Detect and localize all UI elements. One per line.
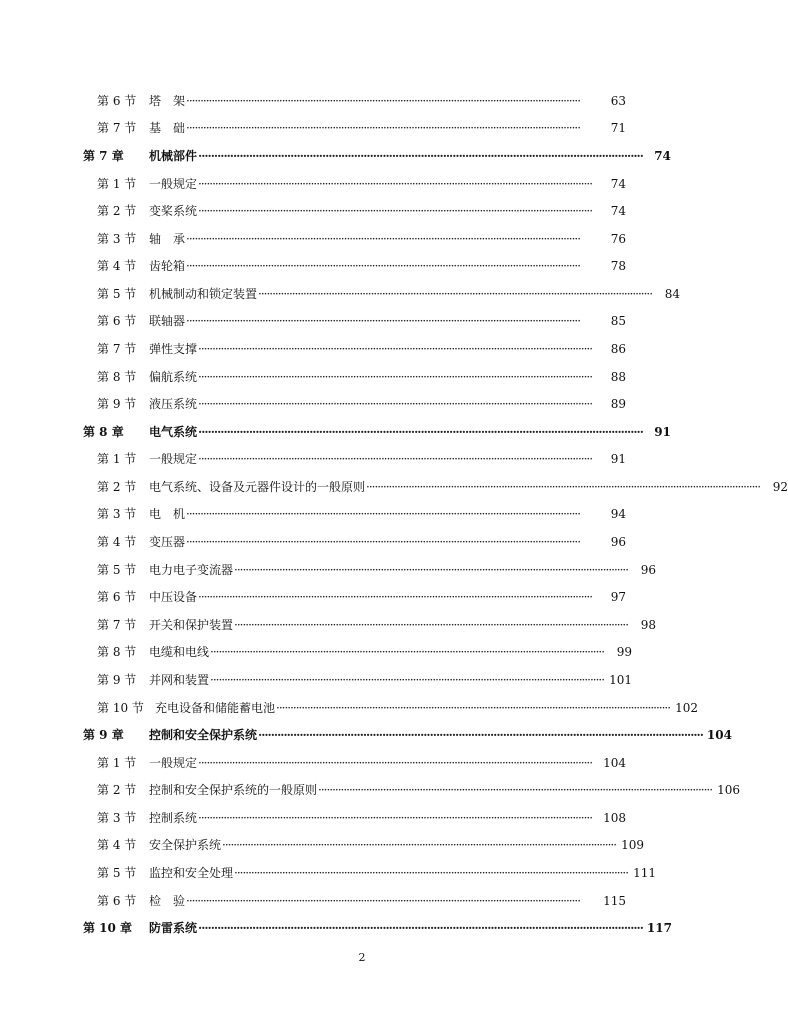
toc-entry-number: 第 5 节 bbox=[97, 562, 137, 577]
toc-entry-title: 开关和保护装置 bbox=[149, 617, 234, 632]
toc-entry-page: 85 bbox=[610, 314, 626, 329]
dot-leader: ············································································································································ bbox=[198, 369, 593, 384]
toc-entry-number: 第 6 节 bbox=[97, 314, 137, 329]
toc-section-entry[interactable] bbox=[0, 528, 724, 556]
toc-entry-page: 78 bbox=[610, 259, 626, 274]
toc-entry-title: 弹性支撑 bbox=[149, 341, 198, 356]
dot-leader: ············································································································································ bbox=[318, 783, 713, 798]
toc-entry-number: 第 1 节 bbox=[97, 176, 137, 191]
toc-entry-title: 电 机 bbox=[149, 507, 186, 522]
toc-entry-title: 联轴器 bbox=[149, 314, 186, 329]
toc-entry-page: 98 bbox=[640, 617, 657, 632]
toc-section-entry[interactable] bbox=[0, 832, 724, 860]
toc-entry-number: 第 4 节 bbox=[97, 838, 137, 853]
toc-entry-title: 一般规定 bbox=[149, 452, 198, 467]
toc-entry-number: 第 3 节 bbox=[97, 507, 137, 522]
toc-entry-page: 108 bbox=[603, 810, 626, 825]
toc-entry-page: 97 bbox=[610, 590, 626, 605]
toc-entry-title: 液压系统 bbox=[149, 397, 198, 412]
dot-leader: ············································································································································ bbox=[186, 507, 581, 522]
toc-entry-number: 第 6 节 bbox=[97, 590, 137, 605]
toc-entry-page: 106 bbox=[717, 783, 741, 798]
toc-entry-page: 96 bbox=[640, 562, 657, 577]
toc-entry-page: 96 bbox=[610, 535, 626, 550]
toc-entry-page: 88 bbox=[610, 369, 626, 384]
toc-entry-page: 117 bbox=[646, 921, 672, 936]
toc-entry-number: 第 2 节 bbox=[97, 783, 137, 798]
toc-entry-title: 变桨系统 bbox=[149, 204, 198, 219]
toc-entry-number: 第 2 节 bbox=[97, 479, 137, 494]
toc-entry-title: 轴 承 bbox=[149, 231, 186, 246]
toc-entry-title: 偏航系统 bbox=[149, 369, 198, 384]
toc-entry-title: 一般规定 bbox=[149, 755, 198, 770]
dot-leader: ············································································································································ bbox=[198, 590, 593, 605]
dot-leader: ············································································································································ bbox=[198, 341, 593, 356]
toc-section-entry[interactable] bbox=[0, 694, 724, 722]
toc-section-entry[interactable] bbox=[0, 390, 724, 418]
toc-section-entry[interactable] bbox=[0, 308, 724, 336]
toc-entry-title: 塔 架 bbox=[149, 93, 186, 108]
dot-leader: ············································································································································ bbox=[198, 204, 593, 219]
dot-leader: ············································································································································ bbox=[366, 479, 761, 494]
toc-entry-number: 第 4 节 bbox=[97, 259, 137, 274]
toc-entry-page: 89 bbox=[610, 397, 626, 412]
toc-section-entry[interactable] bbox=[0, 859, 724, 887]
dot-leader: ············································································································································ bbox=[186, 121, 581, 136]
toc-section-entry[interactable] bbox=[0, 583, 724, 611]
toc-entry-number: 第 3 节 bbox=[97, 810, 137, 825]
dot-leader: ············································································································································ bbox=[234, 865, 629, 880]
toc-section-entry[interactable] bbox=[0, 225, 724, 253]
toc-section-entry[interactable] bbox=[0, 611, 724, 639]
dot-leader: ············································································································································ bbox=[258, 728, 703, 743]
toc-chapter-entry[interactable] bbox=[0, 142, 724, 170]
toc-entry-page: 91 bbox=[610, 452, 626, 467]
toc-entry-title: 机械部件 bbox=[149, 148, 198, 163]
dot-leader: ············································································································································ bbox=[198, 176, 593, 191]
dot-leader: ············································································································································ bbox=[198, 452, 593, 467]
dot-leader: ············································································································································ bbox=[186, 893, 581, 908]
toc-section-entry[interactable] bbox=[0, 170, 724, 198]
toc-entry-number: 第 1 节 bbox=[97, 452, 137, 467]
dot-leader: ············································································································································ bbox=[234, 562, 629, 577]
toc-entry-number: 第 7 节 bbox=[97, 121, 137, 136]
toc-section-entry[interactable] bbox=[0, 252, 724, 280]
toc-entry-page: 71 bbox=[610, 121, 626, 136]
toc-entry-title: 检 验 bbox=[149, 893, 186, 908]
toc-section-entry[interactable] bbox=[0, 666, 724, 694]
dot-leader: ············································································································································ bbox=[198, 148, 643, 163]
toc-entry-page: 63 bbox=[610, 93, 626, 108]
toc-section-entry[interactable] bbox=[0, 115, 724, 143]
toc-section-entry[interactable] bbox=[0, 363, 724, 391]
toc-entry-page: 91 bbox=[654, 424, 671, 439]
toc-entry-page: 84 bbox=[664, 286, 681, 301]
toc-entry-title: 一般规定 bbox=[149, 176, 198, 191]
dot-leader: ············································································································································ bbox=[186, 231, 581, 246]
toc-entry-title: 变压器 bbox=[149, 535, 186, 550]
toc-section-entry[interactable] bbox=[0, 197, 724, 225]
toc-entry-number: 第 10 节 bbox=[97, 700, 144, 715]
toc-entry-page: 115 bbox=[603, 893, 626, 908]
toc-entry-title: 控制和安全保护系统的一般原则 bbox=[149, 783, 318, 798]
toc-entry-title: 中压设备 bbox=[149, 590, 198, 605]
toc-entry-number: 第 5 节 bbox=[97, 865, 137, 880]
toc-entry-page: 99 bbox=[616, 645, 633, 660]
toc-entry-title: 电缆和电线 bbox=[149, 645, 210, 660]
toc-entry-page: 74 bbox=[610, 176, 626, 191]
toc-entry-page: 74 bbox=[654, 148, 671, 163]
dot-leader: ············································································································································ bbox=[186, 314, 581, 329]
toc-entry-number: 第 5 节 bbox=[97, 286, 137, 301]
toc-entry-title: 电气系统 bbox=[149, 424, 198, 439]
toc-entry-title: 齿轮箱 bbox=[149, 259, 186, 274]
toc-entry-number: 第 6 节 bbox=[97, 93, 137, 108]
dot-leader: ············································································································································ bbox=[210, 672, 605, 687]
toc-section-entry[interactable] bbox=[0, 280, 724, 308]
toc-entry-page: 104 bbox=[603, 755, 626, 770]
toc-section-entry[interactable] bbox=[0, 335, 724, 363]
toc-entry-number: 第 8 节 bbox=[97, 369, 137, 384]
toc-entry-page: 74 bbox=[610, 204, 626, 219]
toc-entry-title: 并网和装置 bbox=[149, 672, 210, 687]
dot-leader: ············································································································································ bbox=[210, 645, 605, 660]
toc-section-entry[interactable] bbox=[0, 473, 788, 501]
dot-leader: ············································································································································ bbox=[234, 617, 629, 632]
toc-entry-number: 第 7 章 bbox=[83, 148, 124, 163]
toc-entry-number: 第 6 节 bbox=[97, 893, 137, 908]
toc-entry-page: 94 bbox=[610, 507, 626, 522]
page-number: 2 bbox=[358, 951, 366, 964]
dot-leader: ············································································································································ bbox=[276, 700, 671, 715]
toc-entry-title: 电气系统、设备及元器件设计的一般原则 bbox=[149, 479, 366, 494]
toc-entry-title: 监控和安全处理 bbox=[149, 865, 234, 880]
toc-entry-title: 控制系统 bbox=[149, 810, 198, 825]
toc-entry-page: 104 bbox=[706, 728, 732, 743]
toc-entry-number: 第 1 节 bbox=[97, 755, 137, 770]
dot-leader: ············································································································································ bbox=[222, 838, 617, 853]
toc-section-entry[interactable] bbox=[0, 87, 724, 115]
toc-entry-title: 机械制动和锁定装置 bbox=[149, 286, 258, 301]
toc-entry-title: 安全保护系统 bbox=[149, 838, 222, 853]
toc-entry-number: 第 10 章 bbox=[83, 921, 133, 936]
dot-leader: ············································································································································ bbox=[186, 259, 581, 274]
dot-leader: ············································································································································ bbox=[198, 921, 643, 936]
dot-leader: ············································································································································ bbox=[198, 397, 593, 412]
toc-section-entry[interactable] bbox=[0, 556, 724, 584]
toc-entry-title: 控制和安全保护系统 bbox=[149, 728, 258, 743]
toc-entry-page: 76 bbox=[610, 231, 626, 246]
dot-leader: ············································································································································ bbox=[258, 286, 653, 301]
toc-entry-number: 第 3 节 bbox=[97, 231, 137, 246]
toc-section-entry[interactable] bbox=[0, 446, 724, 474]
toc-entry-page: 109 bbox=[621, 838, 645, 853]
toc-section-entry[interactable] bbox=[0, 749, 724, 777]
toc-entry-page: 102 bbox=[675, 700, 699, 715]
toc-section-entry[interactable] bbox=[0, 887, 724, 915]
dot-leader: ············································································································································ bbox=[198, 755, 593, 770]
toc-entry-number: 第 9 节 bbox=[97, 397, 137, 412]
dot-leader: ············································································································································ bbox=[186, 93, 581, 108]
toc-chapter-entry[interactable] bbox=[0, 418, 724, 446]
toc-entry-page: 111 bbox=[633, 865, 657, 880]
toc-entry-title: 充电设备和储能蓄电池 bbox=[155, 700, 276, 715]
toc-entry-page: 92 bbox=[772, 479, 788, 494]
toc-section-entry[interactable] bbox=[0, 804, 724, 832]
table-of-contents bbox=[0, 87, 788, 942]
toc-entry-number: 第 9 节 bbox=[97, 672, 137, 687]
toc-section-entry[interactable] bbox=[0, 639, 724, 667]
toc-entry-title: 防雷系统 bbox=[149, 921, 198, 936]
toc-entry-page: 101 bbox=[609, 672, 633, 687]
toc-section-entry[interactable] bbox=[0, 776, 741, 804]
dot-leader: ············································································································································ bbox=[198, 424, 643, 439]
toc-entry-number: 第 9 章 bbox=[83, 728, 124, 743]
toc-entry-number: 第 7 节 bbox=[97, 617, 137, 632]
dot-leader: ············································································································································ bbox=[198, 810, 593, 825]
toc-entry-number: 第 2 节 bbox=[97, 204, 137, 219]
toc-entry-number: 第 7 节 bbox=[97, 341, 137, 356]
toc-entry-number: 第 8 章 bbox=[83, 424, 124, 439]
toc-chapter-entry[interactable] bbox=[0, 914, 724, 942]
toc-entry-number: 第 4 节 bbox=[97, 535, 137, 550]
toc-entry-title: 电力电子变流器 bbox=[149, 562, 234, 577]
toc-entry-number: 第 8 节 bbox=[97, 645, 137, 660]
toc-entry-page: 86 bbox=[610, 341, 626, 356]
toc-entry-title: 基 础 bbox=[149, 121, 186, 136]
toc-section-entry[interactable] bbox=[0, 501, 724, 529]
dot-leader: ············································································································································ bbox=[186, 535, 581, 550]
toc-chapter-entry[interactable] bbox=[0, 721, 732, 749]
